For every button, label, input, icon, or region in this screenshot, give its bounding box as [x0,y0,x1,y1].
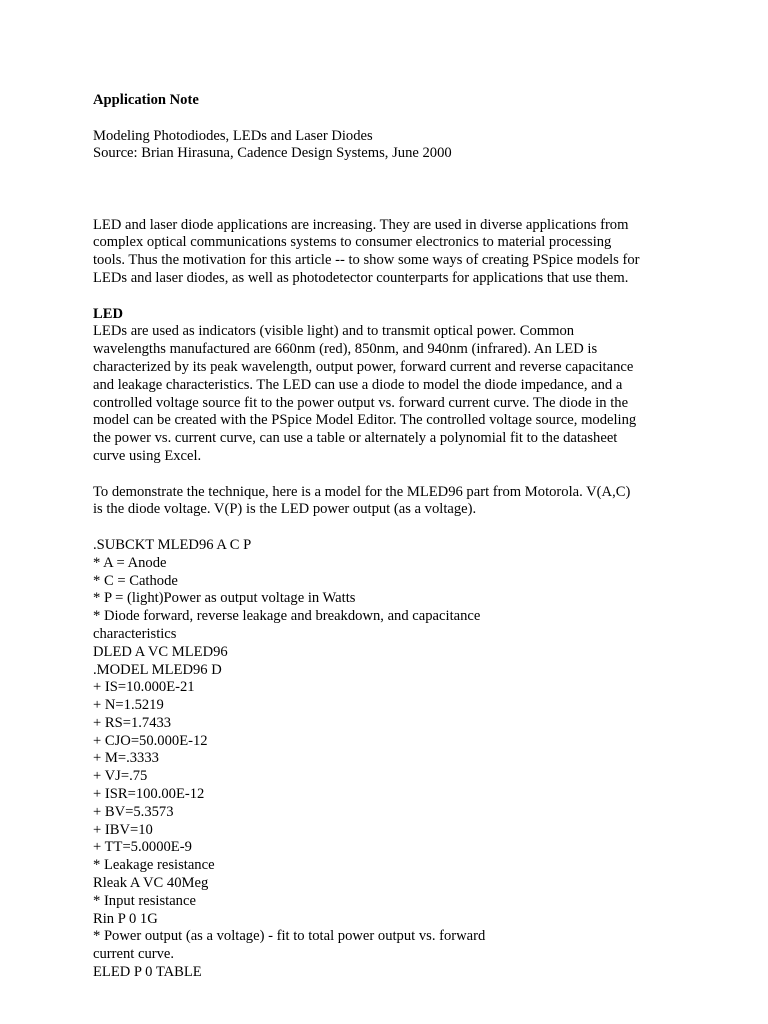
netlist-line: + TT=5.0000E-9 [93,839,192,856]
intro-paragraph [93,217,723,288]
document-source: Source: Brian Hirasuna, Cadence Design Systems, June 2000 [93,145,452,162]
document-page [93,92,723,982]
netlist-line: * Leakage resistance [93,857,215,874]
netlist-line: Rin P 0 1G [93,910,158,927]
led-paragraph [93,323,723,465]
netlist-line: DLED A VC MLED96 [93,643,228,660]
spacer [93,163,723,216]
spacer [93,110,723,128]
netlist-line: characteristics [93,625,177,642]
netlist-line: ELED P 0 TABLE [93,964,202,981]
paragraph-line: curve using Excel. [93,447,202,464]
paragraph-line: LED and laser diode applications are increasing. They are used in diverse applications from [93,216,629,233]
paragraph-line: tools. Thus the motivation for this article -- to show some ways of creating PSpice models for [93,252,640,269]
netlist-line: * Diode forward, reverse leakage and breakdown, and capacitance [93,608,481,625]
spacer [93,519,723,537]
netlist-line: * A = Anode [93,554,167,571]
demo-paragraph [93,484,723,520]
paragraph-line: model can be created with the PSpice Model Editor. The controlled voltage source, modeling [93,412,637,429]
netlist-line: + ISR=100.00E-12 [93,786,205,803]
document-heading: Application Note [93,92,199,108]
paragraph-line: LEDs are used as indicators (visible light) and to transmit optical power. Common [93,323,575,340]
netlist-line: * P = (light)Power as output voltage in Watts [93,590,356,607]
spacer [93,466,723,484]
netlist-line: + VJ=.75 [93,768,148,785]
netlist-line: Rleak A VC 40Meg [93,875,209,892]
netlist-line: + N=1.5219 [93,697,164,714]
spice-netlist [93,537,723,982]
netlist-line: + RS=1.7433 [93,714,172,731]
netlist-line: + M=.3333 [93,750,159,767]
document-title: Modeling Photodiodes, LEDs and Laser Diodes [93,127,373,144]
paragraph-line: characterized by its peak wavelength, output power, forward current and reverse capacitance [93,358,634,375]
spacer [93,288,723,306]
netlist-line: + CJO=50.000E-12 [93,732,208,749]
paragraph-line: and leakage characteristics. The LED can use a diode to model the diode impedance, and a [93,376,623,393]
paragraph-line: LEDs and laser diodes, as well as photodetector counterparts for applications that use them. [93,269,629,286]
netlist-line: * Power output (as a voltage) - fit to total power output vs. forward [93,928,486,945]
netlist-line: current curve. [93,946,175,963]
paragraph-line: complex optical communications systems to consumer electronics to material processing [93,234,612,251]
paragraph-line: controlled voltage source fit to the power output vs. forward current curve. The diode in the [93,394,629,411]
netlist-line: + BV=5.3573 [93,803,174,820]
netlist-line: .MODEL MLED96 D [93,661,222,678]
paragraph-line: is the diode voltage. V(P) is the LED power output (as a voltage). [93,501,477,518]
netlist-line: + IS=10.000E-21 [93,679,195,696]
netlist-line: .SUBCKT MLED96 A C P [93,536,252,553]
paragraph-line: To demonstrate the technique, here is a model for the MLED96 part from Motorola. V(A,C) [93,483,631,500]
netlist-line: * Input resistance [93,892,196,909]
paragraph-line: wavelengths manufactured are 660nm (red), 850nm, and 940nm (infrared). An LED is [93,341,598,358]
paragraph-line: the power vs. current curve, can use a table or alternately a polynomial fit to the datasheet [93,430,618,447]
netlist-line: + IBV=10 [93,821,153,838]
netlist-line: * C = Cathode [93,572,178,589]
led-section-heading: LED [93,305,124,322]
